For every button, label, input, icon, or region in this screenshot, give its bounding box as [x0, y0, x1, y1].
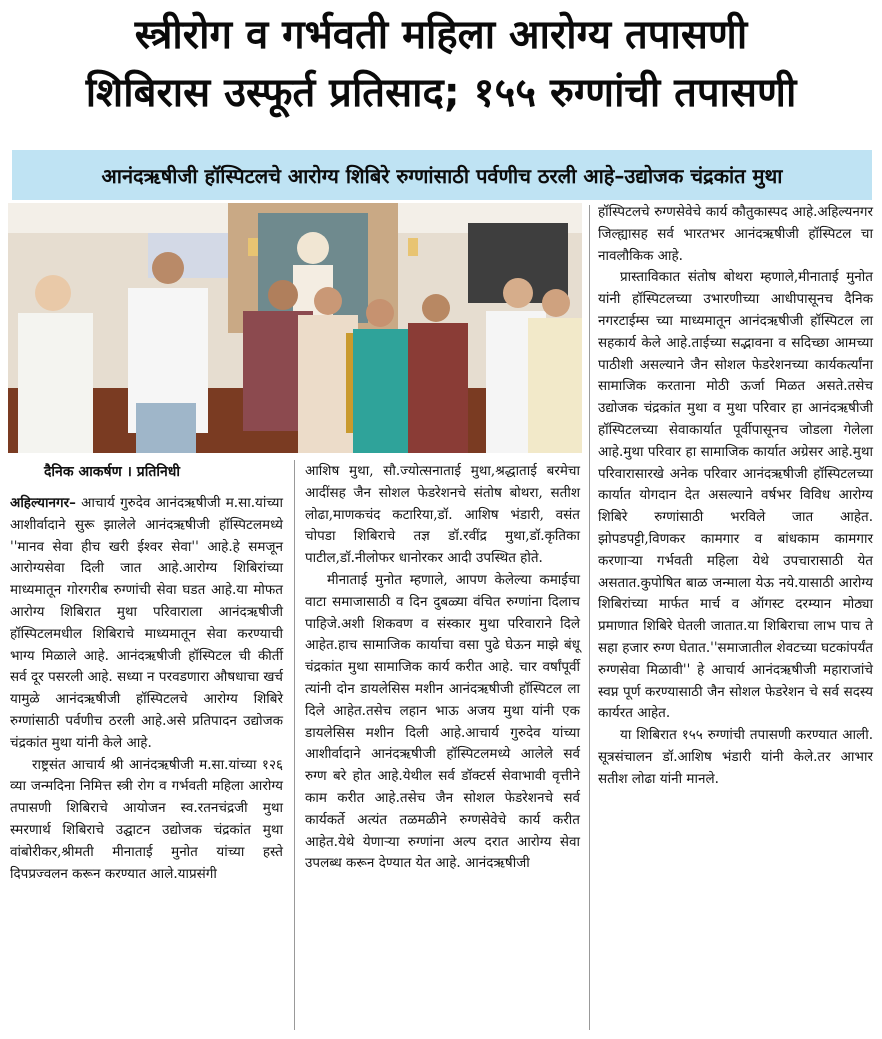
paragraph	[10, 493, 283, 755]
paragraph: आशिष मुथा, सौ.ज्योत्सनाताई मुथा,श्रद्धाताई बरमेचा आदींसह जैन सोशल फेडरेशनचे संतोष बोथरा, सतीश लोढा,माणकचंद कटारिया,डॉ. आशिष भंडारी, वसंत चोपडा शिबिराचे तज्ञ डॉ.रवींद्र मुथा,डॉ.कृतिका पाटील,डॉ.नीलोफर धानोरकर आदी उपस्थित होते.	[305, 463, 580, 567]
paragraph: प्रास्ताविकात संतोष बोथरा म्हणाले,मीनाताई मुनोत यांनी हॉस्पिटलच्या उभारणीच्या आधीपासूनच दैनिक नगरटाईम्स च्या माध्यमातून आनंदऋषीजी हॉस्पिटल ला सहकार्य केले आहे.ताईच्या सद्भावना व सदिच्छा आमच्या पाठीशी असल्याने जैन सोशल फेडरेशनच्या कार्यकर्त्यांना सामाजिक करताना मोठी ऊर्जा मिळत असते.तसेच उद्योजक चंद्रकांत मुथा व मुथा परिवार हा आनंदऋषीजी हॉस्पिटलच्या सेवाकार्यात पूर्वीपासूनच जोडला गेलेला आहे.मुथा परिवार हा सामाजिक कार्यात अग्रेसर आहे.मुथा परिवारासारखे अनेक परिवार आनंदऋषीजी हॉस्पिटलच्या कार्यात योगदान देत असल्याने वर्षभर विविध आरोग्य शिबिरे रुग्णांसाठी भरविले जात आहेत. झोपडपट्टी,विणकर कामगार व बांधकाम कामगार करणाऱ्या गर्भवती महिला येथे उपचारासाठी येत असतात.कुपोषित बाळ जन्माला येऊ नये.यासाठी आरोग्य शिबिरांच्या मार्फत मार्च व ऑगस्ट दरम्यान मोठ्या प्रमाणात शिबिरे घेतली जातात.या शिबिराचा लाभ पाच ते सहा हजार रुग्ण घेतात.''समाजातील शेवटच्या घटकांपर्यंत रुग्णसेवा मिळावी'' हे आचार्य आनंदऋषीजी महाराजांचे स्वप्न पूर्ण करण्यासाठी जैन सोशल फेडरेशन चे सर्व सदस्य कार्यरत आहेत.	[598, 269, 873, 722]
headline	[0, 6, 882, 122]
paragraph: या शिबिरात १५५ रुग्णांची तपासणी करण्यात आली. सूत्रसंचालन डॉ.आशिष भंडारी यांनी केले.तर आभार सतीश लोढा यांनी मानले.	[598, 727, 873, 787]
headline-line-2: शिबिरास उस्फूर्त प्रतिसाद; १५५ रुग्णांची तपासणी	[85, 70, 797, 116]
column-divider	[294, 460, 295, 1030]
paragraph: हॉस्पिटलचे रुग्णसेवेचे कार्य कौतुकास्पद आहे.अहिल्यनगर जिल्ह्यासह सर्व भारतभर आनंदऋषीजी हॉस्पिटल चा नावलौकिक आहे.	[598, 204, 873, 264]
wall-lamp-icon	[408, 238, 418, 256]
paragraph: मीनाताई मुनोत म्हणाले, आपण केलेल्या कमाईचा वाटा समाजासाठी व दिन दुबळ्या वंचित रुग्णांना दिलाच पाहिजे.अशी शिकवण व संस्कार मुथा परिवाराने दिले आहेत.हाच सामाजिक कार्याचा वसा पुढे घेऊन माझे बंधू चंद्रकांत मुथा सामाजिक कार्य करीत आहे. चार वर्षांपूर्वी त्यांनी दोन डायलेसिस मशीन आनंदऋषीजी हॉस्पिटल ला दिले आहेत.तसेच लहान भाऊ अजय मुथा यांनी एक डायलेसिस मशीन दिली आहे.आचार्य गुरुदेव यांच्या आशीर्वादाने आनंदऋषीजी हॉस्पिटलमध्ये आलेले सर्व रुग्ण बरे होत आहे.येथील सर्व डॉक्टर्स सेवाभावी वृत्तीने काम करीत आहे.तसेच जैन सोशल फेडरेशनचे सर्व कार्यकर्ते अत्यंत तळमळीने रुग्णसेवेचे कार्य करीत आहेत.येथे येणाऱ्या रुग्णांना अल्प दरात आरोग्य सेवा उपलब्ध करून देण्यात येत आहे. आनंदऋषीजी	[305, 571, 580, 872]
event-photo-illustration	[8, 203, 582, 453]
article-column-3	[598, 202, 873, 791]
dateline-place: अहिल्यानगर–	[10, 495, 76, 511]
article-column-2	[305, 461, 580, 875]
byline: दैनिक आकर्षण । प्रतिनिधी	[44, 464, 180, 480]
paragraph: राष्ट्रसंत आचार्य श्री आनंदऋषीजी म.सा.यांच्या १२६ व्या जन्मदिना निमित्त स्त्री रोग व गर्भवती महिला आरोग्य तपासणी शिबिराचे आयोजन स्व.रतनचंद्रजी मुथा स्मरणार्थ शिबिराचे उद्घाटन उद्योजक चंद्रकांत मुथा वांबोरीकर,श्रीमती मीनाताई मुनोत यांच्या हस्ते दिपप्रज्वलन करून करण्यात आले.याप्रसंगी	[10, 756, 283, 882]
news-photo	[8, 203, 582, 453]
article-column-1	[10, 493, 283, 885]
column-divider	[589, 205, 590, 1030]
subheadline-band	[12, 150, 872, 200]
subheadline: आनंदऋषीजी हॉस्पिटलचे आरोग्य शिबिरे रुग्णांसाठी पर्वणीच ठरली आहे–उद्योजक चंद्रकांत मुथा	[101, 163, 783, 188]
oil-lamp-icon	[346, 333, 354, 433]
wall-lamp-icon	[248, 238, 258, 256]
paragraph-text: आचार्य गुरुदेव आनंदऋषीजी म.सा.यांच्या आशीर्वादाने सुरू झालेले आनंदऋषीजी हॉस्पिटलमध्ये ''मानव सेवा हीच खरी ईश्वर सेवा'' आहे.हे समजून आरोग्यसेवा दिली जात आहे.आरोग्य शिबिरांच्या माध्यमातून गोरगरीब रुग्णांची सेवा घडत आहे.या मोफत आरोग्य शिबिरात मुथा परिवाराला आनंदऋषीजी हॉस्पिटलमधील शिबिराचे माध्यमातून सेवा करण्याची भाग्य मिळाले आहे. आनंदऋषीजी हॉस्पिटल ची कीर्ती सर्व दूर पसरली आहे. सध्या न परवडणारा औषधाचा खर्च यामुळे आनंदऋषीजी हॉस्पिटलचे आरोग्य शिबिरे रुग्णांसाठी पर्वणीच ठरली आहे.असे प्रतिपादन उद्योजक चंद्रकांत मुथा यांनी केले आहे.	[10, 495, 283, 751]
headline-line-1: स्त्रीरोग व गर्भवती महिला आरोग्य तपासणी	[134, 12, 748, 58]
